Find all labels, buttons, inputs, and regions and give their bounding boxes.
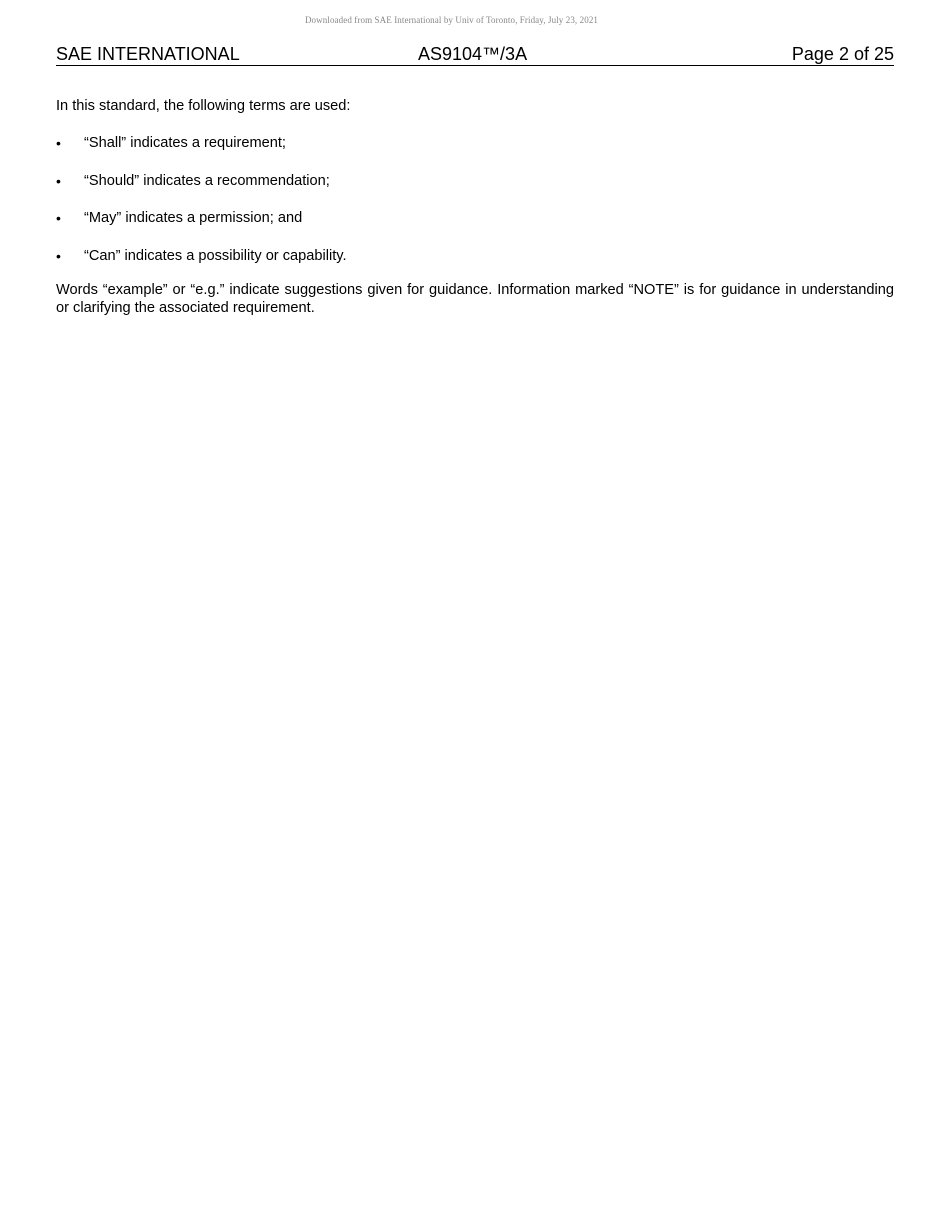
bullet-icon: • xyxy=(56,247,61,264)
page-body xyxy=(56,97,894,317)
list-item xyxy=(56,209,894,227)
intro-paragraph: In this standard, the following terms are used: xyxy=(56,98,351,114)
term-shall: “Shall” indicates a requirement; xyxy=(84,135,286,151)
terms-list xyxy=(56,134,894,265)
header-organization: SAE INTERNATIONAL xyxy=(56,44,240,64)
term-can: “Can” indicates a possibility or capability. xyxy=(84,247,347,264)
download-watermark: Downloaded from SAE International by Univ of Toronto, Friday, July 23, 2021 xyxy=(304,15,599,25)
bullet-icon: • xyxy=(56,210,61,226)
bullet-icon: • xyxy=(56,135,61,151)
header-document-number: AS9104™/3A xyxy=(418,44,528,64)
page-header xyxy=(56,43,894,66)
term-should: “Should” indicates a recommendation; xyxy=(84,172,330,189)
list-item xyxy=(56,134,894,152)
bullet-icon: • xyxy=(56,172,61,189)
header-page-number: Page 2 of 25 xyxy=(791,44,894,64)
list-item xyxy=(56,247,894,265)
list-item xyxy=(56,172,894,190)
guidance-paragraph: Words “example” or “e.g.” indicate suggestions given for guidance. Information marked “NOTE” is for guidance in understanding or clarifying the associated requirement. xyxy=(56,282,894,316)
term-may: “May” indicates a permission; and xyxy=(84,210,303,226)
